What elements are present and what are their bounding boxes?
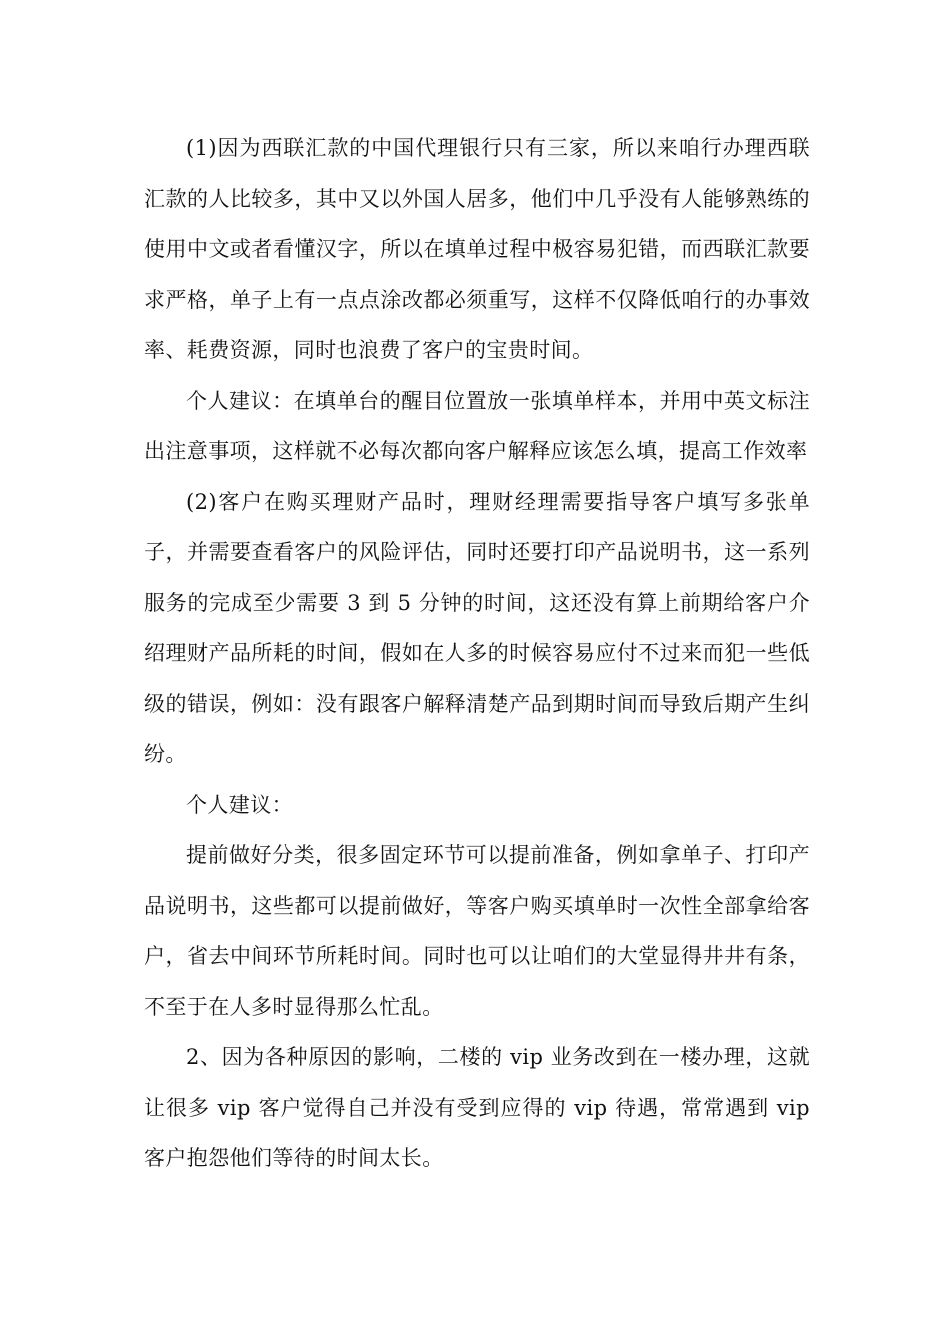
paragraph-vip-service: 2、因为各种原因的影响，二楼的 vip 业务改到在一楼办理，这就让很多 vip 客户觉得自己并没有受到应得的 vip 待遇，常常遇到 vip 客户抱怨他们等待的时间太长。: [144, 1045, 810, 1170]
paragraph-western-union: (1)因为西联汇款的中国代理银行只有三家，所以来咱行办理西联汇款的人比较多，其中又以外国人居多，他们中几乎没有人能够熟练的使用中文或者看懂汉字，所以在填单过程中极容易犯错，而西联汇款要求严格，单子上有一点点涂改都必须重写，这样不仅降低咱行的办事效率、耗费资源，同时也浪费了客户的宝贵时间。: [144, 136, 810, 362]
paragraph-wealth-products: (2)客户在购买理财产品时，理财经理需要指导客户填写多张单子，并需要查看客户的风险评估，同时还要打印产品说明书，这一系列服务的完成至少需要 3 到 5 分钟的时间，这还没有算上前期给客户介绍理财产品所耗的时间，假如在人多的时候容易应付不过来而犯一些低级的错误，例如：没有跟客户解释清楚产品到期时间而导致后期产生纠纷。: [144, 489, 810, 766]
paragraph-suggestion-heading: 个人建议：: [186, 792, 293, 817]
paragraph-suggestion-prepare: 提前做好分类，很多固定环节可以提前准备，例如拿单子、打印产品说明书，这些都可以提前做好，等客户购买填单时一次性全部拿给客户，省去中间环节所耗时间。同时也可以让咱们的大堂显得井井有条，不至于在人多时显得那么忙乱。: [144, 843, 810, 1019]
paragraph-suggestion-sample-form: 个人建议：在填单台的醒目位置放一张填单样本，并用中英文标注出注意事项，这样就不必每次都向客户解释应该怎么填，提高工作效率: [144, 388, 810, 463]
